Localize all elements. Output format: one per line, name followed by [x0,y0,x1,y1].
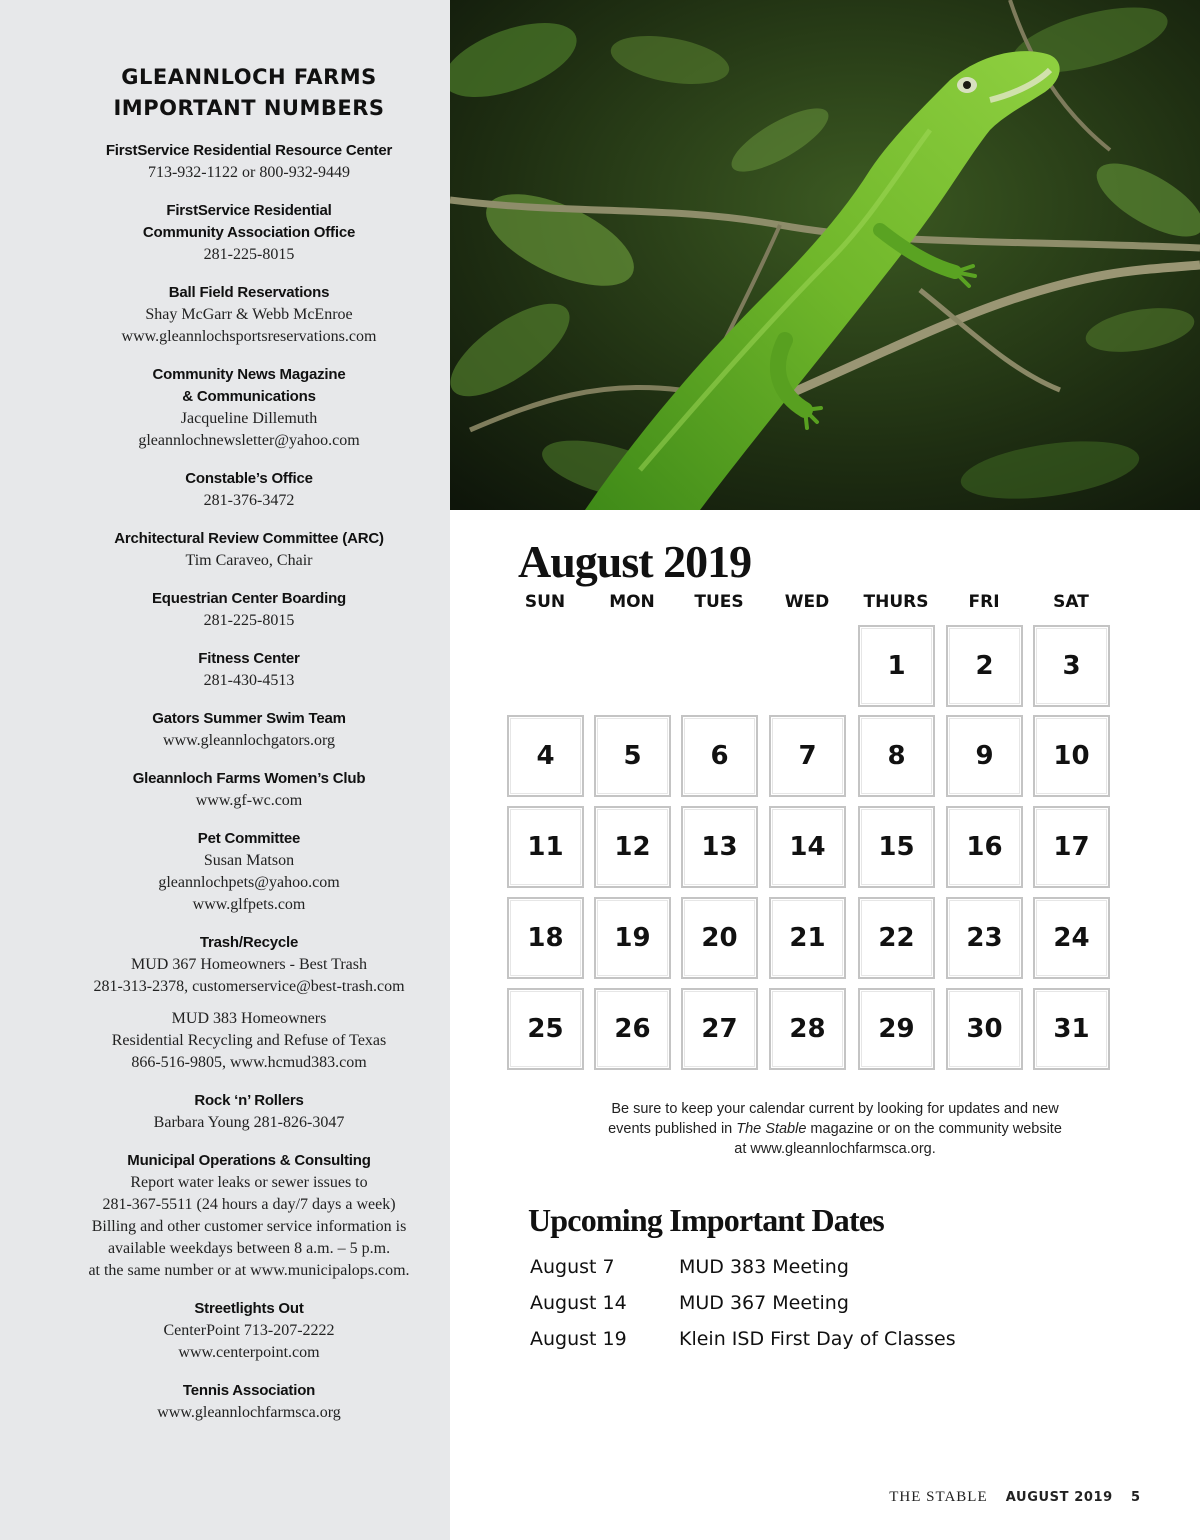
contact-name: Tennis Association [182,1382,316,1399]
calendar-day: 9 [946,715,1023,797]
calendar-day: 6 [681,715,758,797]
upcoming-event: Klein ISD First Day of Classes [679,1328,956,1350]
upcoming-date: August 7 [530,1256,615,1278]
calendar-day: 3 [1033,625,1110,707]
contact-entry [0,364,498,452]
calendar-day: 25 [507,988,584,1070]
calendar-day: 12 [594,806,671,888]
contact-detail: www.gleannlochfarmsca.org [157,1404,341,1421]
green-anole-photo [450,0,1200,510]
contact-name: Rock ‘n’ Rollers [194,1092,304,1109]
contact-detail: 281-376-3472 [203,492,295,509]
calendar-note [560,1099,1110,1159]
contact-detail: 281-430-4513 [203,672,295,689]
upcoming-dates-title: Upcoming Important Dates [528,1202,884,1238]
contact-entry [0,140,498,184]
page-number: 5 [1130,1490,1140,1505]
contact-entry [0,932,498,1074]
weekday-label: MON [609,592,655,612]
calendar-note-text: magazine or on the community website [806,1121,1062,1137]
contact-name: Streetlights Out [194,1300,304,1317]
calendar-day: 4 [507,715,584,797]
contact-detail: Residential Recycling and Refuse of Texas [111,1032,387,1049]
calendar-day: 2 [946,625,1023,707]
contact-name: Fitness Center [198,650,300,667]
calendar-day: 11 [507,806,584,888]
weekday-label: SAT [1053,592,1089,612]
contact-detail: Susan Matson [203,852,295,869]
weekday-label: THURS [863,592,929,612]
contact-entry [0,1090,498,1134]
contact-name: Pet Committee [197,830,301,847]
contact-detail: www.gleannlochgators.org [163,732,335,749]
calendar-day: 24 [1033,897,1110,979]
contact-detail: gleannlochnewsletter@yahoo.com [138,432,360,449]
calendar-day: 29 [858,988,935,1070]
contact-name: FirstService Residential Resource Center [105,142,393,159]
contact-detail: CenterPoint 713-207-2222 [163,1322,335,1339]
contact-detail: gleannlochpets@yahoo.com [158,874,340,891]
calendar-day: 26 [594,988,671,1070]
contact-detail: www.centerpoint.com [178,1344,320,1361]
calendar-title: August 2019 [518,536,752,587]
contact-detail: Shay McGarr & Webb McEnroe [145,306,353,323]
upcoming-date: August 14 [530,1292,627,1314]
contact-name: Community Association Office [142,224,356,241]
issue-date: AUGUST 2019 [1005,1490,1113,1505]
contact-detail: at the same number or at www.municipalops.com. [88,1262,410,1279]
contact-entry [0,768,498,812]
contact-detail: Billing and other customer service information is [91,1218,407,1235]
contact-name: Equestrian Center Boarding [152,590,346,607]
contact-spacer [0,998,498,1008]
calendar-day: 5 [594,715,671,797]
contact-entry [0,828,498,916]
calendar-day: 27 [681,988,758,1070]
contact-detail: 281-225-8015 [203,246,295,263]
publication-name: THE STABLE [889,1489,988,1505]
calendar-note-text: events published in [608,1121,737,1137]
contact-detail: www.gleannlochsportsreservations.com [121,328,377,345]
calendar-day: 20 [681,897,758,979]
upcoming-date-row [530,1328,1150,1358]
contact-name: FirstService Residential [166,202,332,219]
contact-detail: 281-367-5511 (24 hours a day/7 days a week) [102,1196,396,1213]
contact-entry [0,468,498,512]
contact-detail: 866-516-9805, www.hcmud383.com [131,1054,367,1071]
contact-name: Trash/Recycle [199,934,299,951]
calendar-day: 17 [1033,806,1110,888]
contact-entry [0,200,498,266]
calendar-day: 16 [946,806,1023,888]
page-footer [889,1488,1140,1506]
weekday-label: TUES [694,592,744,612]
calendar-day: 23 [946,897,1023,979]
contact-name: Ball Field Reservations [168,284,330,301]
contact-detail: www.glfpets.com [192,896,306,913]
calendar-day: 10 [1033,715,1110,797]
calendar-day: 30 [946,988,1023,1070]
sidebar-title-line: IMPORTANT NUMBERS [113,96,385,120]
upcoming-date-row [530,1256,1150,1286]
upcoming-date-row [530,1292,1150,1322]
contact-detail: 281-225-8015 [203,612,295,629]
contact-entry [0,648,498,692]
contact-entry [0,1298,498,1364]
upcoming-date: August 19 [530,1328,627,1350]
upcoming-event: MUD 383 Meeting [679,1256,849,1278]
contact-name: Gators Summer Swim Team [152,710,346,727]
contact-entry [0,282,498,348]
contact-detail: MUD 367 Homeowners - Best Trash [131,956,367,973]
contact-entry [0,528,498,572]
weekday-label: SUN [524,592,566,612]
contact-name: Community News Magazine [152,366,346,383]
contact-name: Municipal Operations & Consulting [127,1152,371,1169]
calendar-day: 15 [858,806,935,888]
contact-entry [0,1380,498,1424]
upcoming-event: MUD 367 Meeting [679,1292,849,1314]
calendar-day: 22 [858,897,935,979]
contact-detail: Barbara Young 281-826-3047 [153,1114,345,1131]
magazine-name: The Stable [736,1121,807,1137]
contact-detail: Tim Caraveo, Chair [185,552,313,569]
calendar-day: 21 [769,897,846,979]
calendar-day: 31 [1033,988,1110,1070]
contact-list [0,140,498,1440]
contact-detail: Jacqueline Dillemuth [180,410,318,427]
calendar-day: 1 [858,625,935,707]
contact-detail: MUD 383 Homeowners [171,1010,327,1027]
calendar-day: 18 [507,897,584,979]
contact-detail: www.gf-wc.com [195,792,303,809]
contact-detail: available weekdays between 8 a.m. – 5 p.m. [107,1240,391,1257]
calendar-note-line: at www.gleannlochfarmsca.org. [734,1141,936,1157]
calendar-note-line: Be sure to keep your calendar current by looking for updates and new [611,1101,1059,1117]
calendar-day: 13 [681,806,758,888]
contact-detail: Report water leaks or sewer issues to [130,1174,368,1191]
contact-name: Gleannloch Farms Women’s Club [132,770,366,787]
contact-detail: 713-932-1122 or 800-932-9449 [147,164,351,181]
calendar-day: 19 [594,897,671,979]
contacts-sidebar [0,0,450,1540]
calendar-note-line [560,1119,1110,1139]
contact-name: & Communications [182,388,316,405]
calendar-day: 14 [769,806,846,888]
calendar-day: 7 [769,715,846,797]
sidebar-title [0,62,498,124]
contact-entry [0,1150,498,1282]
contact-entry [0,708,498,752]
contact-entry [0,588,498,632]
calendar-day: 28 [769,988,846,1070]
contact-name: Architectural Review Committee (ARC) [114,530,384,547]
contact-detail: 281-313-2378, customerservice@best-trash.com [93,978,405,995]
weekday-label: WED [784,592,830,612]
sidebar-title-line: GLEANNLOCH FARMS [121,65,377,89]
calendar-day: 8 [858,715,935,797]
contact-name: Constable’s Office [185,470,313,487]
weekday-label: FRI [968,592,1000,612]
